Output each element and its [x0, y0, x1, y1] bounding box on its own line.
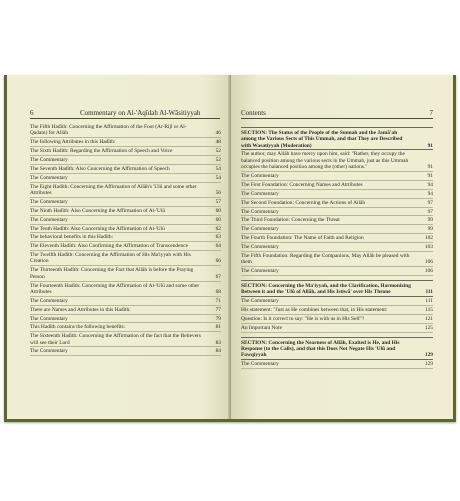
- entry-page-number: 94: [427, 190, 433, 197]
- right-page: [231, 75, 453, 419]
- entry-title: The Eight Hadīth: Concerning the Affirmation of Allāh's 'Ulū and some other Attributes: [30, 183, 197, 196]
- entry-page-number: 106: [424, 259, 433, 266]
- entry-title: The Tenth Hadīth: Also Concerning the Affirmation of Al-'Ulū: [30, 225, 165, 232]
- left-page-number: 6: [30, 109, 34, 117]
- entry-title: The author, may Allāh have mercy upon him, said: "Rather, they occupy the balanced position among the various sects in the Ummah, just as this Ummah occupies the balanced position among the (other) nations.": [241, 151, 409, 171]
- contents-row: [241, 172, 433, 181]
- contents-section-row: [241, 127, 433, 150]
- contents-row: [30, 233, 221, 242]
- entry-title: The Fifth Hadīth: Concerning the Affirmation of the Foot (Ar-Rijl or Al-Qadam) for Allāh: [30, 124, 187, 137]
- right-running-title: Contents: [241, 109, 266, 117]
- entry-page-number: 60: [215, 207, 221, 214]
- entry-page-number: 54: [215, 165, 221, 172]
- right-contents-list: [241, 123, 433, 369]
- contents-section-row: [241, 337, 433, 360]
- contents-row: [30, 216, 221, 225]
- contents-row: [241, 360, 433, 369]
- entry-page-number: 56: [215, 189, 221, 196]
- entry-title: The Commentary: [30, 174, 68, 181]
- contents-row: [241, 267, 433, 276]
- contents-row: [30, 225, 221, 234]
- contents-row: [241, 252, 433, 267]
- entry-page-number: 121: [424, 316, 433, 323]
- entry-page-number: 106: [424, 268, 433, 275]
- entry-title: The Commentary: [30, 198, 68, 205]
- entry-page-number: 91: [427, 164, 433, 171]
- entry-page-number: 71: [215, 297, 221, 304]
- entry-page-number: 68: [215, 288, 221, 295]
- open-book: [4, 75, 456, 422]
- entry-page-number: 83: [215, 339, 221, 346]
- entry-page-number: 103: [424, 244, 433, 251]
- entry-page-number: 60: [215, 216, 221, 223]
- contents-row: [241, 216, 433, 225]
- contents-row: [30, 138, 221, 147]
- contents-row: [30, 297, 221, 306]
- entry-title: The Commentary: [241, 226, 279, 233]
- entry-title: This Hadīth contains the following benefits:: [30, 324, 126, 331]
- entry-page-number: 125: [424, 324, 433, 331]
- entry-title: The Commentary: [241, 190, 279, 197]
- entry-page-number: 99: [427, 217, 433, 224]
- entry-page-number: 66: [215, 258, 221, 265]
- entry-title: His statement: "Just as He combines between that, in His statement:: [241, 307, 388, 314]
- contents-section-row: [241, 280, 433, 297]
- entry-page-number: 102: [424, 235, 433, 242]
- contents-row: [30, 198, 221, 207]
- entry-title: There are Names and Attributes in this Hadīth:: [30, 306, 131, 313]
- entry-title: The Thirteenth Hadīth: Concerning the Fact that Allāh is before the Praying Person: [30, 267, 194, 280]
- entry-page-number: 97: [427, 208, 433, 215]
- entry-title: The Twelfth Hadīth: Concerning the Affirmation of His Ma'iyyah with His Creation: [30, 252, 191, 265]
- contents-row: [30, 123, 221, 138]
- contents-row: [241, 199, 433, 208]
- entry-page-number: 77: [215, 306, 221, 313]
- entry-title: The Commentary: [30, 348, 68, 355]
- contents-row: [30, 332, 221, 347]
- contents-row: [30, 347, 221, 356]
- contents-row: [30, 282, 221, 297]
- contents-row: [30, 147, 221, 156]
- entry-title: The Commentary: [30, 297, 68, 304]
- contents-row: [241, 225, 433, 234]
- left-page-header: [30, 109, 220, 119]
- contents-row: [241, 306, 433, 315]
- entry-title: The Eleventh Hadīth: Also Confirming the Affirmation of Transcendence: [30, 243, 188, 250]
- contents-row: [30, 251, 221, 266]
- contents-row: [241, 190, 433, 199]
- entry-page-number: 57: [215, 198, 221, 205]
- entry-page-number: 62: [215, 225, 221, 232]
- entry-page-number: 48: [215, 139, 221, 146]
- entry-title: SECTION: The Status of the People of the Sunnah and the Jamā'ah among the Various Sects of This Ummah, and that They are Described with Wasatiyyah (Moderation): [241, 130, 403, 149]
- right-page-header: [241, 109, 433, 119]
- entry-title: The Commentary: [241, 208, 279, 215]
- left-running-title: Commentary on Al-'Aqīdah Al-Wāsitiyyah: [80, 109, 201, 117]
- entry-title: Question: Is it correct to say: "He is with us in His Self"?: [241, 316, 365, 323]
- contents-row: [30, 266, 221, 281]
- contents-row: [30, 183, 221, 198]
- contents-row: [241, 297, 433, 306]
- entry-title: The Commentary: [241, 244, 279, 251]
- entry-page-number: 81: [215, 324, 221, 331]
- entry-title: The Third Foundation: Concerning the Threat: [241, 217, 340, 224]
- entry-title: The Commentary: [241, 361, 279, 368]
- entry-title: The Sixteenth Hadīth: Concerning the Affirmation of the fact that the Believers will see their Lord: [30, 333, 202, 346]
- entry-page-number: 79: [215, 315, 221, 322]
- left-contents-list: [30, 123, 221, 356]
- entry-title: The Ninth Hadīth: Also Concerning the Affirmation of Al-'Ulū: [30, 207, 166, 214]
- entry-page-number: 97: [427, 199, 433, 206]
- contents-row: [30, 315, 221, 324]
- entry-title: The Commentary: [30, 216, 68, 223]
- entry-title: SECTION: Concerning the Ma'iyyah, and the Clarification, Harmonizing Between it and the 'Ulū of Allāh, and His Istiwā' over His Throne: [241, 283, 411, 296]
- entry-title: The Fourth Foundation: The Name of Faith and Religion: [241, 235, 364, 242]
- entry-page-number: 94: [427, 181, 433, 188]
- entry-page-number: 91: [427, 172, 433, 179]
- left-page: [7, 75, 230, 419]
- entry-title: An Important Note: [241, 324, 283, 331]
- contents-row: [30, 323, 221, 332]
- contents-row: [241, 150, 433, 171]
- entry-title: The Fourteenth Hadīth: Concerning the Affirmation of Al-'Ulū and some other Attributes: [30, 282, 200, 295]
- entry-title: The behavioral benefits in this Hadīth:: [30, 234, 114, 241]
- entry-title: The Commentary: [241, 298, 279, 305]
- contents-row: [30, 174, 221, 183]
- entry-page-number: 52: [215, 156, 221, 163]
- entry-title: The following Attributes in this Hadīth:: [30, 139, 116, 146]
- entry-page-number: 129: [424, 352, 433, 359]
- entry-page-number: 52: [215, 148, 221, 155]
- entry-title: The First Foundation: Concerning Names and Attributes: [241, 181, 363, 188]
- entry-title: The Commentary: [241, 268, 279, 275]
- entry-page-number: 54: [215, 174, 221, 181]
- entry-page-number: 46: [215, 130, 221, 137]
- entry-page-number: 84: [215, 348, 221, 355]
- contents-row: [30, 165, 221, 174]
- entry-page-number: 129: [424, 361, 433, 368]
- entry-page-number: 91: [427, 142, 433, 149]
- entry-title: The Commentary: [241, 172, 279, 179]
- entry-page-number: 115: [425, 307, 433, 314]
- entry-title: The Commentary: [30, 315, 68, 322]
- contents-row: [30, 242, 221, 251]
- contents-row: [241, 208, 433, 217]
- entry-page-number: 99: [427, 226, 433, 233]
- entry-page-number: 64: [215, 243, 221, 250]
- entry-title: The Sixth Hadīth: Regarding the Affirmation of Speech and Voice: [30, 148, 173, 155]
- entry-page-number: 111: [425, 298, 433, 305]
- contents-row: [30, 306, 221, 315]
- contents-row: [241, 234, 433, 243]
- entry-page-number: 67: [215, 273, 221, 280]
- entry-page-number: 63: [215, 234, 221, 241]
- entry-title: The Seventh Hadīth: Also Concerning the Affirmation of Speech: [30, 165, 170, 172]
- contents-row: [241, 324, 433, 333]
- contents-row: [241, 315, 433, 324]
- entry-title: SECTION: Concerning the Nearness of Allāh, Exalted is He, and His Response (to the Calls), and that this Does Not Negate His 'Ulū and Fawqiyyah: [241, 339, 400, 359]
- contents-row: [30, 156, 221, 165]
- right-page-number: 7: [429, 109, 433, 117]
- entry-title: The Commentary: [30, 156, 68, 163]
- contents-row: [241, 181, 433, 190]
- contents-row: [30, 207, 221, 216]
- entry-title: The Second Foundation: Concerning the Actions of Allāh: [241, 199, 366, 206]
- contents-row: [241, 243, 433, 252]
- entry-title: The Fifth Foundation: Regarding the Companions, May Allāh be pleased with them: [241, 252, 410, 266]
- entry-page-number: 111: [425, 289, 433, 296]
